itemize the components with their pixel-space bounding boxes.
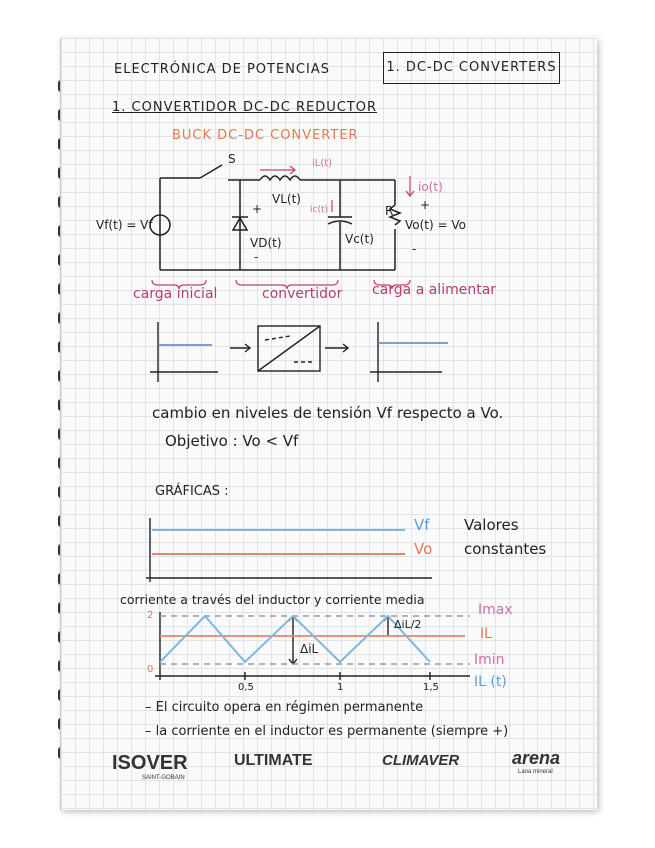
isover-logo [112, 752, 188, 781]
note-line-1: cambio en niveles de tensión Vf respecto a Vo. [152, 404, 504, 422]
diode-minus: - [254, 250, 259, 264]
bullet-2: – la corriente en el inductor es permanente (siempre +) [145, 724, 509, 739]
x-tick-05: 0,5 [238, 682, 254, 693]
arena-logo [512, 748, 560, 775]
graphs-heading: GRÁFICAS : [155, 484, 229, 499]
label-carga-inicial: carga inicial [133, 286, 218, 302]
vo-label: Vo [414, 540, 433, 558]
output-minus: - [412, 242, 417, 256]
arena-text: arena [512, 748, 561, 768]
output-current-label: io(t) [418, 180, 443, 194]
valores-label: Valores [464, 516, 519, 534]
section-subheading: BUCK DC-DC CONVERTER [172, 128, 359, 143]
delta-label: ΔiL [300, 642, 319, 656]
capacitor-current-label: ic(t) [310, 205, 328, 215]
capacitor-voltage-label: Vc(t) [345, 232, 374, 246]
page-title: ELECTRÓNICA DE POTENCIAS [114, 62, 330, 77]
inductor-current-label: iL(t) [312, 158, 333, 169]
diode-plus: + [252, 202, 263, 216]
vf-label: Vf [414, 516, 430, 534]
source-label: Vf(t) = Vf [96, 218, 153, 232]
resistor-label: R [385, 204, 394, 218]
isover-text: ISOVER [112, 752, 188, 774]
delta-half-label: ΔiL/2 [394, 618, 422, 631]
section-heading: 1. CONVERTIDOR DC-DC REDUCTOR [112, 100, 377, 115]
note-line-2: Objetivo : Vo < Vf [165, 432, 299, 450]
y-tick-0: 0 [147, 664, 154, 675]
constantes-label: constantes [464, 540, 547, 558]
topic-box: 1. DC-DC CONVERTERS [383, 52, 560, 84]
climaver-logo: CLIMAVER [382, 752, 460, 769]
x-tick-15: 1,5 [423, 682, 439, 693]
imax-label: Imax [478, 602, 513, 618]
arena-subtext: Lana mineral [518, 769, 553, 775]
ultimate-logo: ULTIMATE [234, 752, 313, 769]
bullet-1: – El circuito opera en régimen permanente [145, 700, 424, 715]
graph2-title: corriente a través del inductor y corriente media [120, 592, 425, 607]
output-voltage-label: Vo(t) = Vo [405, 218, 466, 232]
isover-subtext: SAINT-GOBAIN [142, 775, 185, 781]
imin-label: Imin [474, 652, 505, 668]
label-convertidor: convertidor [262, 286, 343, 302]
switch-label: S [228, 152, 236, 166]
label-carga-alimentar: carga a alimentar [372, 282, 497, 298]
x-tick-1: 1 [337, 682, 344, 693]
diode-voltage-label: VD(t) [250, 236, 282, 250]
il-label: IL [480, 626, 492, 642]
y-tick-2: 2 [147, 610, 154, 621]
ilt-label: IL (t) [474, 674, 507, 690]
inductor-current-waveform [160, 616, 430, 662]
inductor-voltage-label: VL(t) [272, 192, 301, 206]
output-plus: + [420, 198, 431, 212]
